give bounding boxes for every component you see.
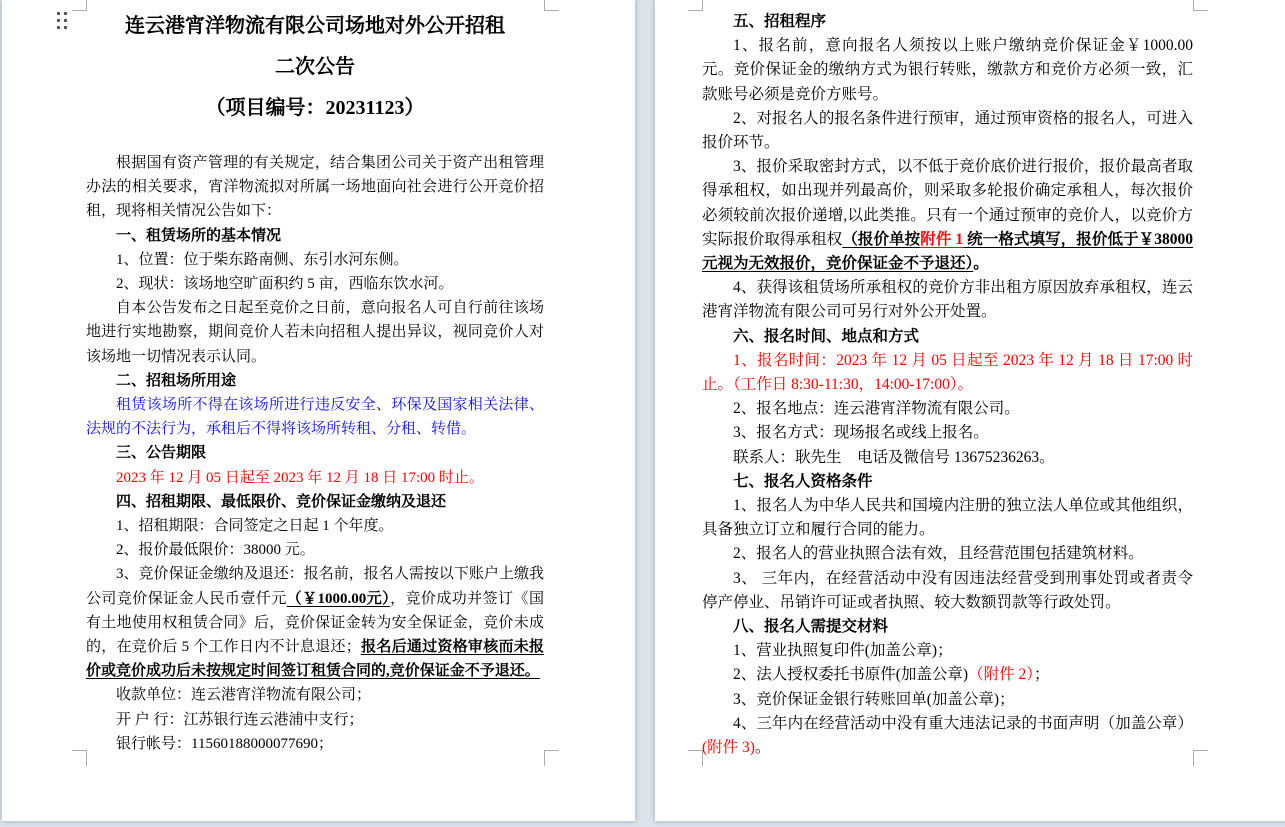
text-run: 联系人：耿先生 电话及微信号 13675236263。 <box>733 448 1055 466</box>
paragraph <box>702 349 1193 397</box>
text-run: 银行帐号：11560188000077690； <box>116 735 333 752</box>
paragraph <box>86 151 544 224</box>
text-run: 1、报名前，意向报名人须按以上账户缴纳竞价保证金￥1000.00元。竞价保证金的缴纳方式为银行转账，缴款方和竞价方必须一致，汇款账号必须是竞价方账号。 <box>702 37 1193 103</box>
text-run: 一、租赁场所的基本情况 <box>116 226 282 244</box>
text-run: 收款单位：连云港宵洋物流有限公司； <box>116 687 372 704</box>
paragraph <box>702 421 1193 445</box>
doc-title-line <box>86 6 544 47</box>
text-run: ，竞价成功并签订《国有土地使用权租赁合同》后，竞价保证金转为安全保证金，竞价未成的，在竞价后 5 个工作日内不计息退还； <box>86 590 544 656</box>
text-run: 。 <box>754 739 771 757</box>
section-heading <box>702 325 1193 349</box>
text-run: 2、法人授权委托书原件(加盖公章) <box>733 666 969 684</box>
paragraph <box>86 296 544 369</box>
section-heading <box>702 470 1193 494</box>
paragraph <box>86 466 544 490</box>
paragraph <box>702 639 1193 663</box>
text-run: （附件 2） <box>968 666 1034 684</box>
text-run: 3、竞价保证金银行转账回单(加盖公章)； <box>733 690 1015 708</box>
text-run: 2、报价最低限价：38000 元。 <box>116 542 315 559</box>
text-run: 报名后通过资格审核而未报价或竞价成功后未按规定时间签订租赁合同的,竞价保证金不予退还。 <box>86 639 544 680</box>
text-run: 五、招租程序 <box>733 13 827 30</box>
text-run: （￥1000.00元） <box>286 590 391 607</box>
paragraph <box>86 248 544 272</box>
paragraph <box>702 276 1193 324</box>
paragraph <box>86 562 544 683</box>
section-heading <box>86 369 544 393</box>
text-run: ； <box>1033 666 1050 684</box>
text-run: 七、报名人资格条件 <box>733 472 873 490</box>
paragraph <box>702 542 1193 566</box>
text-run: 3、报价采取密封方式，以不低于竞价底价进行报价，报价最高者取得承租权，如出现并列最高价，则采取多轮报价确定承租人，每次报价必须较前次报价递增,以此类推。只有一个通过预审的竞价人，以竞价方实际报价取得承租权 <box>702 158 1193 248</box>
page-2 <box>655 0 1285 821</box>
text-run: (附件 3) <box>702 739 755 757</box>
text-run: 二、招租场所用途 <box>116 371 237 389</box>
paragraph <box>86 393 544 441</box>
paragraph <box>86 732 544 756</box>
text-run: 2、报名人的营业执照合法有效，且经营范围包括建筑材料。 <box>733 545 1144 563</box>
text-run: 八、报名人需提交材料 <box>733 618 889 636</box>
text-run: 附件 1 <box>920 230 964 248</box>
text-run: 六、报名时间、地点和方式 <box>733 327 920 345</box>
paragraph <box>702 663 1193 687</box>
text-run: 统一格式填写，报价低于￥38000 元视为无效报价，竞价保证金不予退还） <box>702 230 1193 273</box>
text-run: 连云港宵洋物流有限公司场地对外公开招租 <box>125 15 505 37</box>
text-run: 四、招租期限、最低限价、竞价保证金缴纳及退还 <box>116 492 447 510</box>
paragraph <box>702 712 1193 760</box>
section-heading <box>86 490 544 514</box>
text-run: 1、位置：位于柴东路南侧、东引水河东侧。 <box>116 251 409 268</box>
text-run: （项目编号：20231123） <box>205 97 425 119</box>
text-run: 开 户 行：江苏银行连云港浦中支行； <box>116 711 364 728</box>
page-1 <box>2 0 635 821</box>
text-run: 1、报名时间：2023 年 12 月 05 日起至 2023 年 12 月 18 日 17:00 时止。（工作日 8:30-11:30，14:00-17:00）。 <box>702 351 1193 394</box>
page-2-content <box>655 0 1285 760</box>
paragraph <box>86 272 544 296</box>
paragraph <box>702 155 1193 276</box>
section-heading <box>702 10 1193 34</box>
text-run: 1、营业执照复印件(加盖公章)； <box>733 642 953 660</box>
paragraph <box>702 397 1193 421</box>
text-run: 2、现状：该场地空旷面积约 5 亩，西临东饮水河。 <box>116 276 454 293</box>
text-run: 3、竞价保证金缴纳及退还：报名前，报名人需按以下账户上缴我公司竞价保证金人民币壹仟元 <box>86 566 544 607</box>
text-run: 3、 三年内，在经营活动中没有因违法经营受到刑事处罚或者责令停产停业、吊销许可证或者执照、较大数额罚款等行政处罚。 <box>702 569 1193 611</box>
paragraph <box>702 446 1193 470</box>
page-1-content <box>2 0 635 756</box>
text-run: 2023 年 12 月 05 日起至 2023 年 12 月 18 日 17:00 时止。 <box>116 469 484 486</box>
text-run: 1、报名人为中华人民共和国境内注册的独立法人单位或其他组织，具备独立订立和履行合同的能力。 <box>702 497 1193 539</box>
doc-title-line <box>86 47 544 88</box>
text-run: 二次公告 <box>275 56 355 78</box>
section-heading <box>86 441 544 465</box>
text-run: 2、报名地点：连云港宵洋物流有限公司。 <box>733 400 1020 418</box>
text-run: 2、对报名人的报名条件进行预审，通过预审资格的报名人，可进入报价环节。 <box>702 109 1193 152</box>
paragraph <box>702 107 1193 155</box>
text-run: 4、三年内在经营活动中没有重大违法记录的书面声明（加盖公章） <box>733 714 1193 732</box>
section-heading <box>702 615 1193 639</box>
paragraph <box>702 34 1193 107</box>
text-run: 自本公告发布之日起至竞价之日前，意向报名人可自行前往该场地进行实地勘察，期间竞价人若未向招租人提出异议，视同竞价人对该场地一切情况表示认同。 <box>86 300 544 365</box>
paragraph <box>86 708 544 732</box>
doc-title-line <box>86 88 544 129</box>
text-run: 4、获得该租赁场所承租权的竞价方非出租方原因放弃承租权，连云港宵洋物流有限公司可另行对外公开处置。 <box>702 279 1193 321</box>
paragraph <box>702 567 1193 615</box>
text-run: 租赁该场所不得在该场所进行违反安全、环保及国家相关法律、法规的不法行为，承租后不得将该场所转租、分租、转借。 <box>86 397 544 438</box>
paragraph <box>702 688 1193 712</box>
text-run: 三、公告期限 <box>116 444 207 462</box>
section-heading <box>86 224 544 248</box>
paragraph <box>702 494 1193 542</box>
paragraph <box>86 538 544 562</box>
text-run: 3、报名方式：现场报名或线上报名。 <box>733 424 989 442</box>
text-run: 1、招租期限：合同签定之日起 1 个年度。 <box>116 518 394 535</box>
paragraph <box>86 683 544 707</box>
paragraph <box>86 514 544 538</box>
text-run: 。 <box>973 255 989 273</box>
text-run: 根据国有资产管理的有关规定，结合集团公司关于资产出租管理办法的相关要求，宵洋物流拟对所属一场地面向社会进行公开竞价招租，现将相关情况公告如下： <box>86 155 544 220</box>
text-run: （报价单按 <box>842 230 921 248</box>
